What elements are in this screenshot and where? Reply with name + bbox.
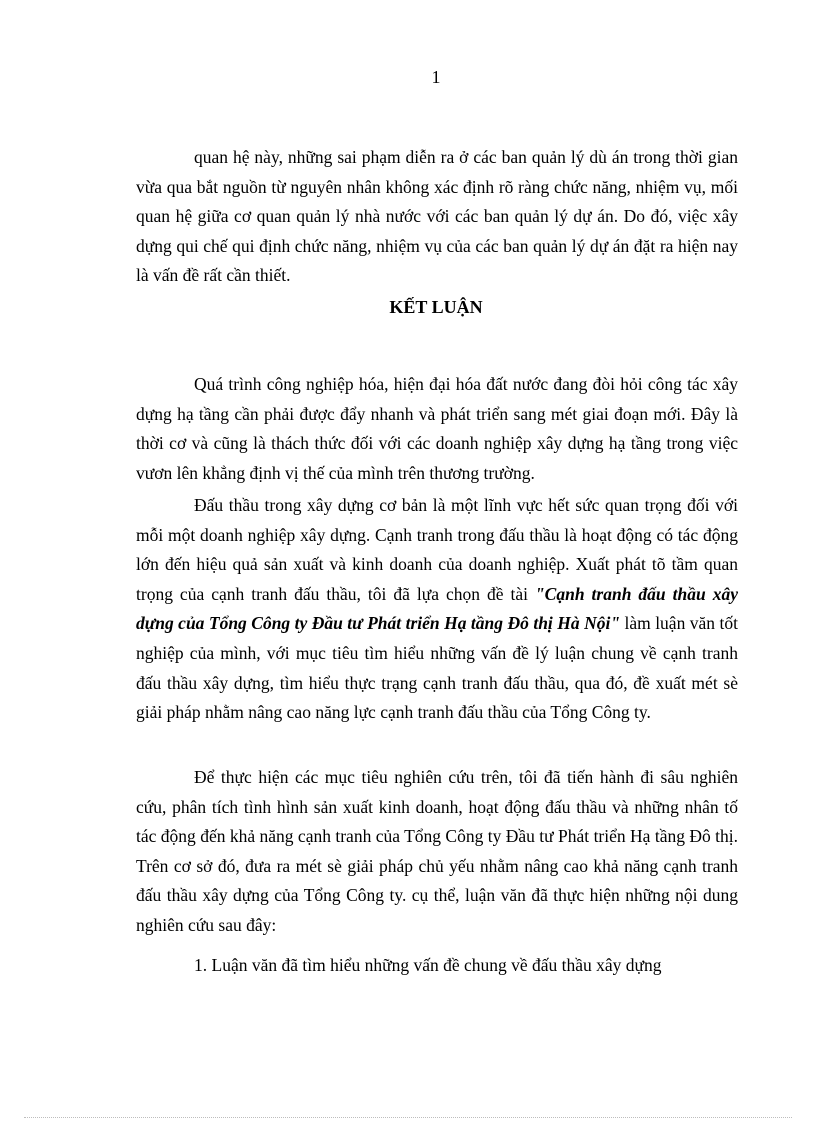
page-number: 1 xyxy=(431,67,441,87)
paragraph-topic-text-start: Đấu thầu trong xây dựng cơ bản là một lĩnh vực hết sức quan trọng đối với mỗi một doanh nghiệp xây dựng. Cạnh tranh trong đấu thầu là hoạt động có tác động lớn đến hiệu quả sản xuất và kinh doanh của doanh nghiệp. Xuất phát tõ tầm quan trọng của cạnh tranh đấu thầu, tôi đã lựa chọn đề tài xyxy=(136,495,738,604)
paragraph-method xyxy=(136,763,738,941)
paragraph-intro-text: quan hệ này, những sai phạm diễn ra ở các ban quản lý dù án trong thời gian vừa qua bắt nguồn từ nguyên nhân không xác định rõ ràng chức năng, nhiệm vụ, mối quan hệ giữa cơ quan quản lý nhà nước với các ban quản lý dự án. Do đó, việc xây dựng qui chế qui định chức năng, nhiệm vụ của các ban quản lý dự án đặt ra hiện nay là vấn đề rất cần thiết. xyxy=(136,147,738,286)
paragraph-topic xyxy=(136,491,738,728)
thesis-title: "Cạnh tranh đấu thầu xây dựng của Tổng Công ty Đầu tư Phát triển Hạ tầng Đô thị Hà Nội" xyxy=(136,583,738,634)
section-heading: KẾT LUẬN xyxy=(389,297,483,317)
list-item-1-text: 1. Luận văn đã tìm hiểu những vấn đề chung về đấu thầu xây dựng xyxy=(194,955,662,975)
paragraph-context-text: Quá trình công nghiệp hóa, hiện đại hóa đất nước đang đòi hỏi công tác xây dựng hạ tầng cần phải được đẩy nhanh và phát triển sang mét giai đoạn mới. Đây là thời cơ và cũng là thách thức đối với các doanh nghiệp xây dựng hạ tầng trong việc vươn lên khẳng định vị thế của mình trên thương trường. xyxy=(136,374,738,483)
paragraph-context xyxy=(136,370,738,488)
paragraph-topic-text-end: làm luận văn tốt nghiệp của mình, với mục tiêu tìm hiểu những vấn đề lý luận chung về cạnh tranh đấu thầu xây dựng, tìm hiểu thực trạng cạnh tranh đấu thầu, qua đó, đề xuất mét sè giải pháp nhằm nâng cao năng lực cạnh tranh đấu thầu của Tổng Công ty. xyxy=(136,613,738,723)
page-bottom-rule xyxy=(24,1117,792,1118)
paragraph-list-item-1 xyxy=(136,951,738,981)
paragraph-intro xyxy=(136,143,738,291)
paragraph-method-text: Để thực hiện các mục tiêu nghiên cứu trên, tôi đã tiến hành đi sâu nghiên cứu, phân tích tình hình sản xuất kinh doanh, hoạt động đấu thầu và những nhân tố tác động đến khả năng cạnh tranh của Tổng Công ty Đầu tư Phát triển Hạ tầng Đô thị. Trên cơ sở đó, đưa ra mét sè giải pháp chủ yếu nhằm nâng cao khả năng cạnh tranh đấu thầu xây dựng của Tổng Công ty. cụ thể, luận văn đã thực hiện những nội dung nghiên cứu sau đây: xyxy=(136,767,738,935)
